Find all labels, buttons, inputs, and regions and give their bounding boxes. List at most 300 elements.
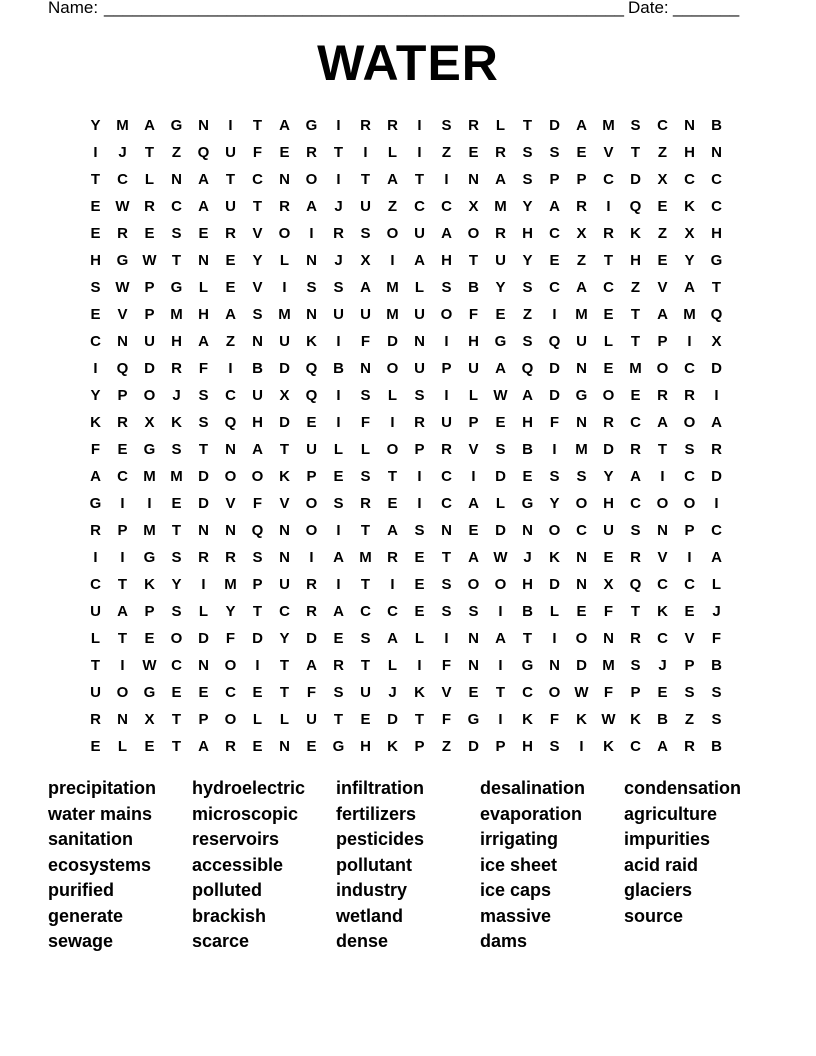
grid-letter[interactable]: A: [711, 549, 722, 566]
grid-letter[interactable]: C: [441, 468, 452, 485]
grid-letter[interactable]: Q: [197, 144, 210, 161]
grid-letter[interactable]: A: [576, 117, 587, 134]
grid-letter[interactable]: I: [579, 738, 584, 755]
grid-letter[interactable]: M: [116, 117, 129, 134]
grid-letter[interactable]: V: [657, 549, 668, 566]
grid-letter[interactable]: T: [90, 657, 101, 674]
grid-letter[interactable]: W: [142, 252, 157, 269]
grid-letter[interactable]: Y: [603, 468, 614, 485]
grid-letter[interactable]: S: [468, 603, 479, 620]
grid-letter[interactable]: F: [441, 711, 452, 728]
grid-letter[interactable]: A: [657, 306, 668, 323]
grid-letter[interactable]: S: [360, 387, 371, 404]
grid-letter[interactable]: M: [170, 468, 183, 485]
grid-letter[interactable]: R: [117, 225, 128, 242]
grid-letter[interactable]: L: [144, 171, 155, 188]
grid-letter[interactable]: T: [387, 468, 398, 485]
grid-letter[interactable]: V: [225, 495, 236, 512]
grid-letter[interactable]: E: [90, 198, 101, 215]
grid-letter[interactable]: S: [576, 468, 587, 485]
grid-letter[interactable]: J: [172, 387, 181, 404]
grid-letter[interactable]: C: [90, 333, 101, 350]
grid-letter[interactable]: C: [684, 468, 695, 485]
grid-letter[interactable]: A: [576, 279, 587, 296]
grid-letter[interactable]: O: [683, 414, 696, 431]
grid-letter[interactable]: A: [198, 171, 209, 188]
grid-letter[interactable]: S: [549, 144, 560, 161]
grid-letter[interactable]: F: [711, 630, 722, 647]
grid-letter[interactable]: S: [684, 684, 695, 701]
grid-letter[interactable]: P: [144, 279, 155, 296]
grid-letter[interactable]: D: [468, 738, 479, 755]
grid-letter[interactable]: I: [687, 549, 692, 566]
grid-letter[interactable]: S: [522, 171, 533, 188]
grid-letter[interactable]: E: [225, 279, 236, 296]
grid-letter[interactable]: E: [576, 144, 587, 161]
grid-letter[interactable]: E: [387, 495, 398, 512]
grid-letter[interactable]: I: [444, 630, 449, 647]
grid-letter[interactable]: U: [306, 711, 317, 728]
grid-letter[interactable]: N: [279, 738, 290, 755]
grid-letter[interactable]: B: [711, 117, 722, 134]
grid-letter[interactable]: F: [90, 441, 101, 458]
grid-letter[interactable]: Z: [441, 738, 452, 755]
grid-letter[interactable]: I: [309, 549, 314, 566]
grid-letter[interactable]: D: [495, 522, 506, 539]
grid-letter[interactable]: U: [225, 198, 236, 215]
grid-letter[interactable]: C: [171, 198, 182, 215]
grid-letter[interactable]: E: [414, 549, 425, 566]
grid-letter[interactable]: I: [552, 306, 557, 323]
grid-letter[interactable]: N: [603, 630, 614, 647]
grid-letter[interactable]: S: [522, 279, 533, 296]
grid-letter[interactable]: O: [224, 468, 237, 485]
grid-letter[interactable]: O: [575, 495, 588, 512]
grid-letter[interactable]: L: [198, 279, 209, 296]
grid-letter[interactable]: N: [225, 522, 236, 539]
grid-letter[interactable]: R: [198, 549, 209, 566]
grid-letter[interactable]: H: [468, 333, 479, 350]
grid-letter[interactable]: V: [117, 306, 128, 323]
grid-letter[interactable]: A: [684, 279, 695, 296]
grid-letter[interactable]: D: [549, 117, 560, 134]
grid-letter[interactable]: M: [602, 117, 615, 134]
grid-letter[interactable]: T: [333, 144, 344, 161]
grid-letter[interactable]: R: [90, 711, 101, 728]
grid-letter[interactable]: Z: [657, 144, 668, 161]
grid-letter[interactable]: S: [198, 387, 209, 404]
grid-letter[interactable]: S: [441, 279, 452, 296]
grid-letter[interactable]: E: [549, 252, 560, 269]
grid-letter[interactable]: R: [657, 387, 668, 404]
grid-letter[interactable]: L: [387, 657, 398, 674]
grid-letter[interactable]: E: [333, 468, 344, 485]
grid-letter[interactable]: T: [360, 171, 371, 188]
grid-letter[interactable]: F: [252, 495, 263, 512]
grid-letter[interactable]: E: [468, 522, 479, 539]
grid-letter[interactable]: S: [360, 225, 371, 242]
grid-letter[interactable]: V: [252, 279, 263, 296]
grid-letter[interactable]: M: [278, 306, 291, 323]
grid-letter[interactable]: A: [414, 252, 425, 269]
grid-letter[interactable]: S: [414, 522, 425, 539]
grid-letter[interactable]: N: [522, 522, 533, 539]
grid-letter[interactable]: C: [90, 576, 101, 593]
grid-letter[interactable]: R: [279, 198, 290, 215]
grid-letter[interactable]: K: [603, 738, 614, 755]
grid-letter[interactable]: C: [279, 603, 290, 620]
grid-letter[interactable]: V: [252, 225, 263, 242]
grid-letter[interactable]: S: [171, 603, 182, 620]
grid-letter[interactable]: J: [712, 603, 721, 620]
grid-letter[interactable]: E: [279, 144, 290, 161]
grid-letter[interactable]: O: [440, 306, 453, 323]
grid-letter[interactable]: N: [198, 657, 209, 674]
grid-letter[interactable]: O: [305, 495, 318, 512]
grid-letter[interactable]: S: [171, 549, 182, 566]
grid-letter[interactable]: A: [225, 306, 236, 323]
grid-letter[interactable]: I: [309, 225, 314, 242]
grid-letter[interactable]: M: [359, 549, 372, 566]
grid-letter[interactable]: I: [714, 495, 719, 512]
grid-letter[interactable]: S: [171, 441, 182, 458]
grid-letter[interactable]: E: [630, 387, 641, 404]
grid-letter[interactable]: L: [495, 117, 506, 134]
grid-letter[interactable]: U: [279, 333, 290, 350]
grid-letter[interactable]: L: [333, 441, 344, 458]
grid-letter[interactable]: N: [441, 522, 452, 539]
grid-letter[interactable]: T: [360, 522, 371, 539]
grid-letter[interactable]: S: [360, 630, 371, 647]
grid-letter[interactable]: A: [198, 738, 209, 755]
grid-letter[interactable]: T: [360, 657, 371, 674]
grid-letter[interactable]: C: [387, 603, 398, 620]
grid-letter[interactable]: B: [468, 279, 479, 296]
grid-letter[interactable]: X: [468, 198, 479, 215]
grid-letter[interactable]: A: [198, 333, 209, 350]
grid-letter[interactable]: S: [333, 495, 344, 512]
grid-letter[interactable]: O: [575, 630, 588, 647]
grid-letter[interactable]: R: [441, 441, 452, 458]
grid-letter[interactable]: Y: [279, 630, 290, 647]
grid-letter[interactable]: A: [279, 117, 290, 134]
grid-letter[interactable]: F: [252, 144, 263, 161]
grid-letter[interactable]: C: [171, 657, 182, 674]
grid-letter[interactable]: T: [468, 252, 479, 269]
grid-letter[interactable]: K: [414, 684, 425, 701]
grid-letter[interactable]: U: [414, 225, 425, 242]
grid-letter[interactable]: L: [549, 603, 560, 620]
grid-letter[interactable]: K: [171, 414, 182, 431]
grid-letter[interactable]: N: [657, 522, 668, 539]
grid-letter[interactable]: F: [360, 414, 371, 431]
grid-letter[interactable]: O: [305, 522, 318, 539]
grid-letter[interactable]: D: [198, 630, 209, 647]
grid-letter[interactable]: V: [441, 684, 452, 701]
grid-letter[interactable]: A: [144, 117, 155, 134]
grid-letter[interactable]: I: [336, 171, 341, 188]
grid-letter[interactable]: I: [228, 360, 233, 377]
grid-letter[interactable]: G: [89, 495, 102, 512]
grid-letter[interactable]: K: [306, 333, 317, 350]
grid-letter[interactable]: T: [279, 657, 290, 674]
grid-letter[interactable]: T: [414, 711, 425, 728]
grid-letter[interactable]: L: [414, 630, 425, 647]
grid-letter[interactable]: Q: [305, 387, 318, 404]
grid-letter[interactable]: U: [306, 441, 317, 458]
grid-letter[interactable]: Y: [225, 603, 236, 620]
grid-letter[interactable]: G: [305, 117, 318, 134]
grid-letter[interactable]: A: [657, 414, 668, 431]
grid-letter[interactable]: X: [360, 252, 371, 269]
grid-letter[interactable]: H: [522, 414, 533, 431]
grid-letter[interactable]: J: [523, 549, 532, 566]
grid-letter[interactable]: M: [683, 306, 696, 323]
grid-letter[interactable]: L: [711, 576, 722, 593]
grid-letter[interactable]: O: [467, 576, 480, 593]
grid-letter[interactable]: S: [441, 117, 452, 134]
grid-letter[interactable]: I: [255, 657, 260, 674]
grid-letter[interactable]: L: [279, 252, 290, 269]
grid-letter[interactable]: A: [495, 171, 506, 188]
grid-letter[interactable]: Q: [251, 522, 264, 539]
grid-letter[interactable]: A: [711, 414, 722, 431]
grid-letter[interactable]: M: [494, 198, 507, 215]
grid-letter[interactable]: M: [386, 306, 399, 323]
grid-letter[interactable]: S: [522, 144, 533, 161]
grid-letter[interactable]: S: [630, 522, 641, 539]
grid-letter[interactable]: E: [90, 738, 101, 755]
grid-letter[interactable]: N: [117, 711, 128, 728]
grid-letter[interactable]: G: [143, 684, 156, 701]
grid-letter[interactable]: D: [549, 360, 560, 377]
grid-letter[interactable]: I: [417, 657, 422, 674]
grid-letter[interactable]: H: [252, 414, 263, 431]
grid-letter[interactable]: H: [171, 333, 182, 350]
grid-letter[interactable]: N: [117, 333, 128, 350]
grid-letter[interactable]: P: [684, 657, 695, 674]
grid-letter[interactable]: Z: [684, 711, 695, 728]
grid-letter[interactable]: L: [90, 630, 101, 647]
grid-letter[interactable]: N: [576, 549, 587, 566]
grid-letter[interactable]: R: [90, 522, 101, 539]
grid-letter[interactable]: N: [198, 117, 209, 134]
grid-letter[interactable]: U: [468, 360, 479, 377]
grid-letter[interactable]: J: [334, 252, 343, 269]
grid-letter[interactable]: L: [495, 495, 506, 512]
grid-letter[interactable]: T: [171, 738, 182, 755]
grid-letter[interactable]: I: [336, 414, 341, 431]
grid-letter[interactable]: I: [660, 468, 665, 485]
grid-letter[interactable]: T: [171, 711, 182, 728]
grid-letter[interactable]: P: [441, 360, 452, 377]
grid-letter[interactable]: S: [711, 711, 722, 728]
grid-letter[interactable]: C: [603, 279, 614, 296]
grid-letter[interactable]: S: [198, 414, 209, 431]
grid-letter[interactable]: R: [387, 549, 398, 566]
grid-letter[interactable]: A: [657, 738, 668, 755]
grid-letter[interactable]: D: [576, 657, 587, 674]
grid-letter[interactable]: U: [603, 522, 614, 539]
grid-letter[interactable]: K: [279, 468, 290, 485]
grid-letter[interactable]: G: [710, 252, 723, 269]
grid-letter[interactable]: I: [120, 549, 125, 566]
grid-letter[interactable]: O: [224, 657, 237, 674]
grid-letter[interactable]: H: [603, 495, 614, 512]
grid-letter[interactable]: I: [444, 171, 449, 188]
grid-letter[interactable]: I: [201, 576, 206, 593]
grid-letter[interactable]: U: [414, 306, 425, 323]
grid-letter[interactable]: E: [117, 441, 128, 458]
grid-letter[interactable]: K: [657, 603, 668, 620]
grid-letter[interactable]: N: [279, 549, 290, 566]
grid-letter[interactable]: Z: [225, 333, 236, 350]
grid-letter[interactable]: Y: [252, 252, 263, 269]
grid-letter[interactable]: R: [117, 414, 128, 431]
grid-letter[interactable]: F: [603, 603, 614, 620]
grid-letter[interactable]: R: [603, 225, 614, 242]
grid-letter[interactable]: C: [711, 198, 722, 215]
grid-letter[interactable]: C: [117, 171, 128, 188]
grid-letter[interactable]: A: [90, 468, 101, 485]
grid-letter[interactable]: I: [552, 441, 557, 458]
grid-letter[interactable]: D: [387, 333, 398, 350]
grid-letter[interactable]: I: [93, 549, 98, 566]
grid-letter[interactable]: E: [144, 630, 155, 647]
grid-letter[interactable]: L: [117, 738, 128, 755]
grid-letter[interactable]: Y: [522, 198, 533, 215]
grid-letter[interactable]: M: [386, 279, 399, 296]
grid-letter[interactable]: S: [711, 684, 722, 701]
grid-letter[interactable]: G: [521, 495, 534, 512]
grid-letter[interactable]: P: [657, 333, 668, 350]
grid-letter[interactable]: Z: [441, 144, 452, 161]
grid-letter[interactable]: T: [522, 117, 533, 134]
grid-letter[interactable]: N: [198, 522, 209, 539]
grid-letter[interactable]: G: [143, 549, 156, 566]
grid-letter[interactable]: Q: [521, 360, 534, 377]
grid-letter[interactable]: T: [630, 306, 641, 323]
grid-letter[interactable]: T: [657, 441, 668, 458]
grid-letter[interactable]: I: [93, 360, 98, 377]
grid-letter[interactable]: D: [711, 360, 722, 377]
grid-letter[interactable]: R: [711, 441, 722, 458]
grid-letter[interactable]: E: [495, 306, 506, 323]
grid-letter[interactable]: H: [522, 225, 533, 242]
grid-letter[interactable]: A: [441, 225, 452, 242]
grid-letter[interactable]: A: [252, 441, 263, 458]
grid-letter[interactable]: P: [414, 441, 425, 458]
grid-letter[interactable]: E: [198, 684, 209, 701]
grid-letter[interactable]: X: [576, 225, 587, 242]
grid-letter[interactable]: I: [336, 117, 341, 134]
grid-letter[interactable]: T: [630, 603, 641, 620]
grid-letter[interactable]: O: [386, 225, 399, 242]
grid-letter[interactable]: A: [333, 603, 344, 620]
grid-letter[interactable]: P: [144, 306, 155, 323]
grid-letter[interactable]: C: [657, 117, 668, 134]
grid-letter[interactable]: N: [360, 360, 371, 377]
grid-letter[interactable]: I: [390, 414, 395, 431]
grid-letter[interactable]: T: [252, 603, 263, 620]
grid-letter[interactable]: L: [198, 603, 209, 620]
grid-letter[interactable]: S: [171, 225, 182, 242]
grid-letter[interactable]: R: [684, 738, 695, 755]
grid-letter[interactable]: N: [198, 252, 209, 269]
grid-letter[interactable]: K: [630, 711, 641, 728]
grid-letter[interactable]: F: [441, 657, 452, 674]
grid-letter[interactable]: D: [198, 468, 209, 485]
grid-letter[interactable]: D: [711, 468, 722, 485]
grid-letter[interactable]: R: [468, 117, 479, 134]
grid-letter[interactable]: T: [90, 171, 101, 188]
grid-letter[interactable]: L: [468, 387, 479, 404]
grid-letter[interactable]: B: [522, 603, 533, 620]
name-field-line[interactable]: _______________________________________________________: [104, 0, 625, 17]
grid-letter[interactable]: S: [441, 576, 452, 593]
grid-letter[interactable]: D: [279, 360, 290, 377]
grid-letter[interactable]: X: [144, 414, 155, 431]
grid-letter[interactable]: R: [414, 414, 425, 431]
grid-letter[interactable]: H: [711, 225, 722, 242]
grid-letter[interactable]: F: [198, 360, 209, 377]
grid-letter[interactable]: N: [279, 522, 290, 539]
grid-letter[interactable]: E: [603, 306, 614, 323]
grid-letter[interactable]: E: [522, 468, 533, 485]
grid-letter[interactable]: A: [387, 522, 398, 539]
grid-letter[interactable]: A: [468, 495, 479, 512]
grid-letter[interactable]: Y: [90, 387, 101, 404]
grid-letter[interactable]: E: [90, 225, 101, 242]
grid-letter[interactable]: T: [144, 144, 155, 161]
grid-letter[interactable]: P: [549, 171, 560, 188]
grid-letter[interactable]: M: [170, 306, 183, 323]
grid-letter[interactable]: T: [630, 333, 641, 350]
grid-letter[interactable]: L: [279, 711, 290, 728]
grid-letter[interactable]: C: [684, 360, 695, 377]
grid-letter[interactable]: R: [306, 576, 317, 593]
grid-letter[interactable]: U: [414, 360, 425, 377]
grid-letter[interactable]: U: [90, 684, 101, 701]
grid-letter[interactable]: Y: [684, 252, 695, 269]
grid-letter[interactable]: I: [336, 576, 341, 593]
grid-letter[interactable]: E: [576, 603, 587, 620]
grid-letter[interactable]: G: [170, 279, 183, 296]
grid-letter[interactable]: I: [471, 468, 476, 485]
grid-letter[interactable]: V: [279, 495, 290, 512]
grid-letter[interactable]: A: [333, 549, 344, 566]
grid-letter[interactable]: S: [684, 441, 695, 458]
grid-letter[interactable]: P: [576, 171, 587, 188]
grid-letter[interactable]: U: [360, 198, 371, 215]
grid-letter[interactable]: O: [386, 360, 399, 377]
grid-letter[interactable]: N: [576, 414, 587, 431]
grid-letter[interactable]: I: [120, 657, 125, 674]
grid-letter[interactable]: X: [603, 576, 614, 593]
grid-letter[interactable]: P: [414, 738, 425, 755]
grid-letter[interactable]: S: [495, 441, 506, 458]
grid-letter[interactable]: F: [225, 630, 236, 647]
grid-letter[interactable]: Q: [116, 360, 129, 377]
grid-letter[interactable]: S: [360, 468, 371, 485]
grid-letter[interactable]: E: [333, 630, 344, 647]
grid-letter[interactable]: N: [279, 171, 290, 188]
grid-letter[interactable]: K: [630, 225, 641, 242]
grid-letter[interactable]: R: [360, 495, 371, 512]
grid-letter[interactable]: G: [467, 711, 480, 728]
date-field-line[interactable]: _______: [673, 0, 740, 17]
grid-letter[interactable]: Y: [90, 117, 101, 134]
